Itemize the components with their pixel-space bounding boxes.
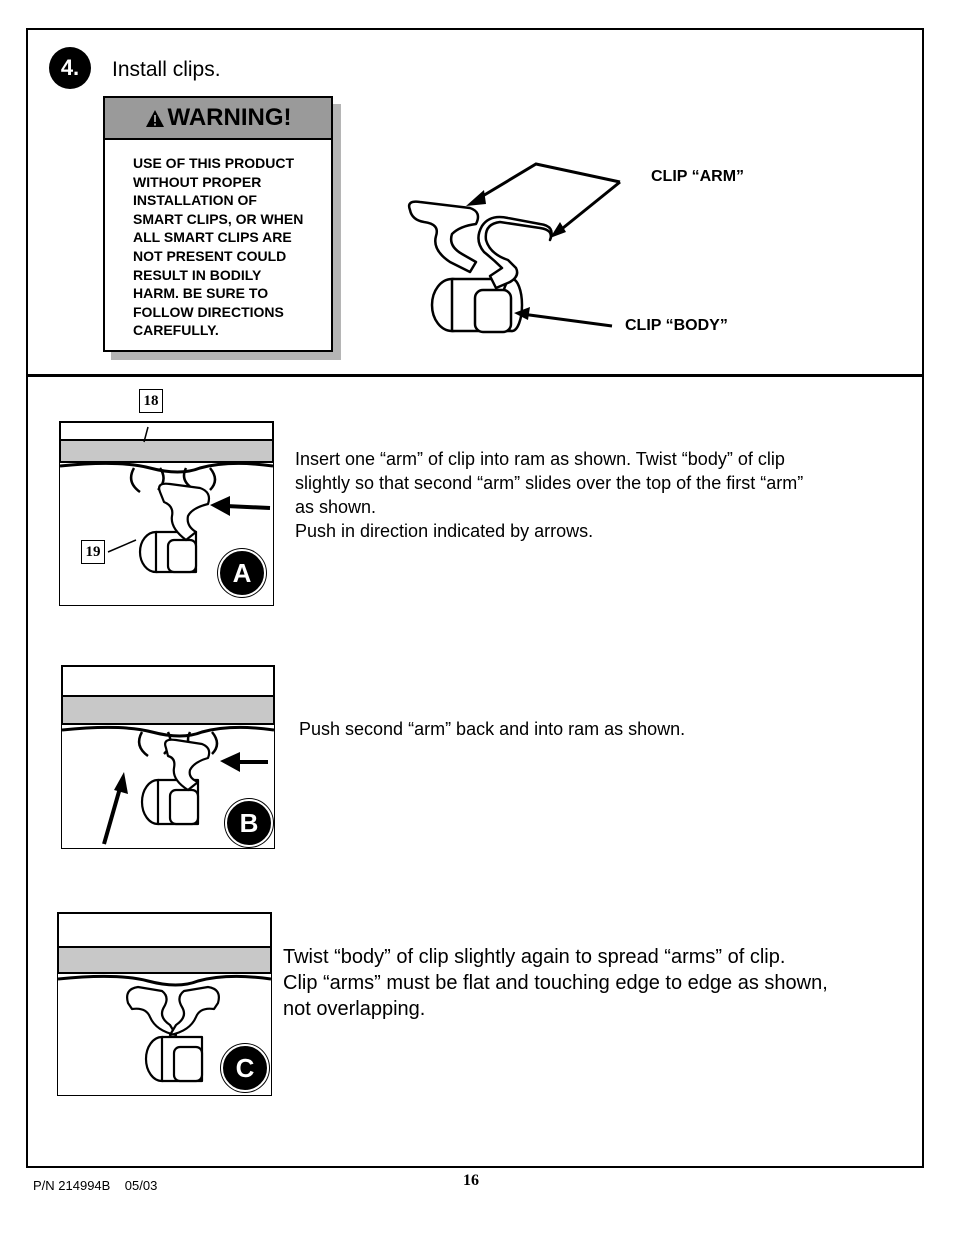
figure-letter-b: B [225, 799, 273, 847]
instruction-c [283, 944, 828, 1022]
instruction-line: slightly so that second “arm” slides over the top of the first “arm” [295, 473, 804, 493]
warning-text [105, 140, 331, 340]
instruction-line: not overlapping. [283, 998, 426, 1020]
instruction-line: Push second “arm” back and into ram as shown. [299, 719, 686, 739]
instruction-line: Push in direction indicated by arrows. [295, 521, 594, 541]
clip-body-label: CLIP “BODY” [625, 317, 728, 334]
warning-line: ALL SMART CLIPS ARE [133, 229, 292, 246]
warning-line: WITHOUT PROPER [133, 173, 262, 190]
warning-heading: WARNING! [167, 104, 292, 131]
step-title: Install clips. [112, 58, 221, 81]
section-divider [26, 374, 924, 377]
figure-letter-c: C [221, 1044, 269, 1092]
instruction-line: as shown. [295, 497, 377, 517]
warning-header [105, 98, 331, 140]
page-number: 16 [463, 1172, 479, 1189]
warning-line: NOT PRESENT COULD [133, 247, 287, 264]
warning-box [103, 96, 333, 352]
part-label-18: 18 [139, 389, 163, 413]
warning-line: INSTALLATION OF [133, 192, 257, 209]
part-label-19: 19 [81, 540, 105, 564]
warning-line: HARM. BE SURE TO [133, 285, 269, 302]
warning-line: RESULT IN BODILY [133, 266, 262, 283]
warning-triangle-icon [145, 109, 165, 128]
clip-arm-label: CLIP “ARM” [651, 168, 745, 185]
warning-line: USE OF THIS PRODUCT [133, 155, 295, 171]
step-number-badge: 4. [49, 47, 91, 89]
instruction-line: Clip “arms” must be flat and touching edge to edge as shown, [283, 972, 828, 994]
instruction-line: Twist “body” of clip slightly again to spread “arms” of clip. [283, 946, 786, 968]
part-number: P/N 214994B 05/03 [33, 1178, 158, 1193]
instruction-line: Insert one “arm” of clip into ram as shown. Twist “body” of clip [295, 449, 785, 469]
figure-letter-a: A [218, 549, 266, 597]
warning-line: SMART CLIPS, OR WHEN [133, 210, 304, 227]
instruction-a [295, 447, 803, 543]
instruction-b [299, 717, 685, 741]
warning-line: FOLLOW DIRECTIONS [133, 303, 284, 320]
warning-line: CAREFULLY. [133, 322, 219, 339]
clip-diagram [390, 150, 660, 350]
